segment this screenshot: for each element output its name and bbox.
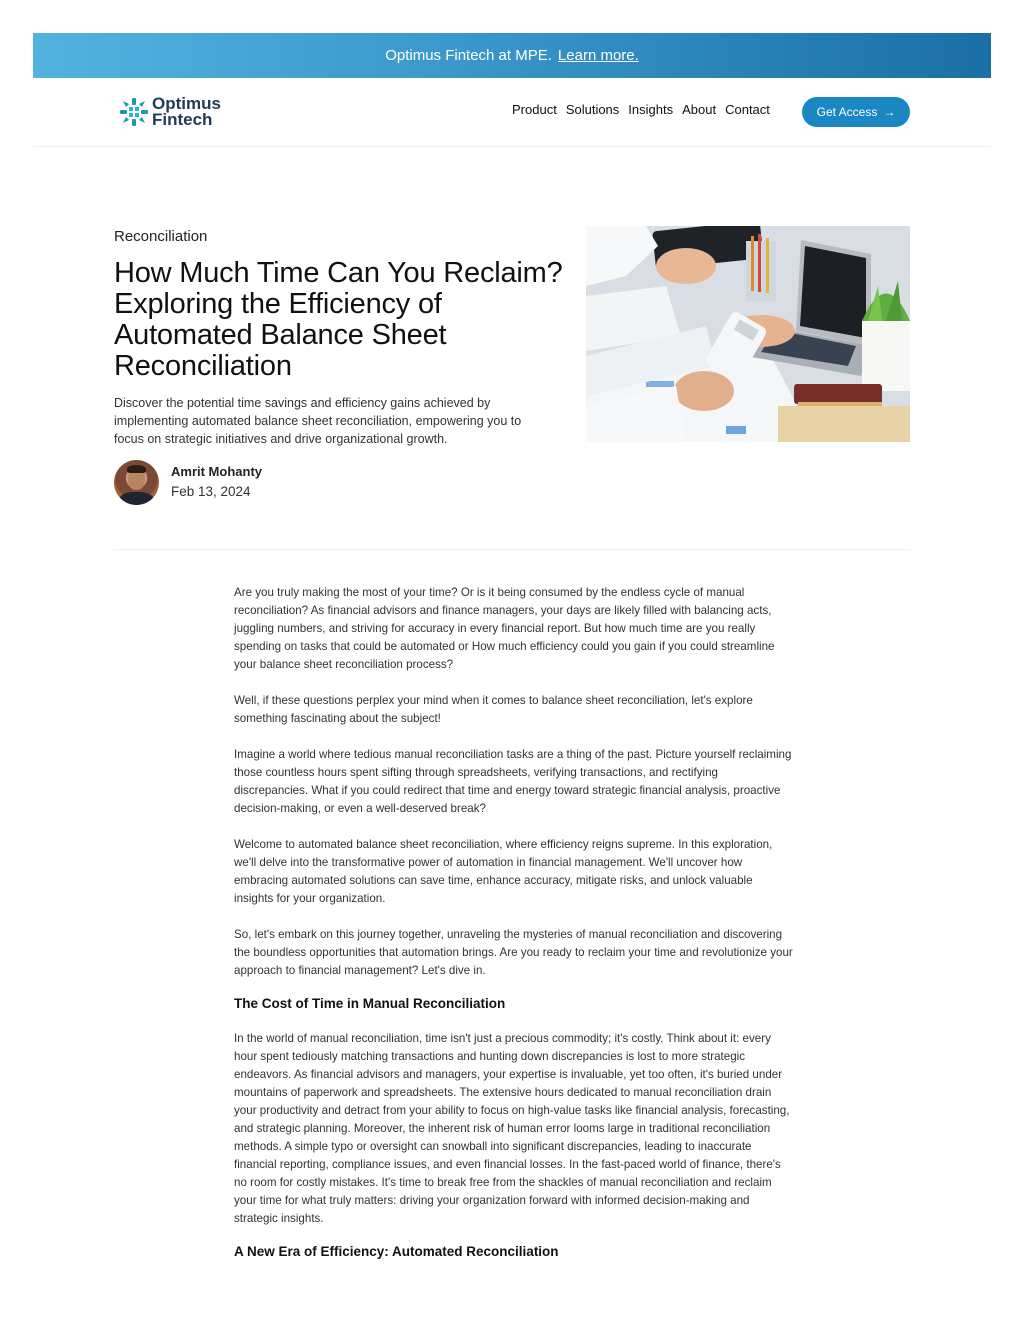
main-nav (512, 102, 770, 117)
nav-about[interactable]: About (682, 102, 717, 117)
nav-solutions[interactable]: Solutions (565, 102, 620, 117)
post-summary: Discover the potential time savings and efficiency gains achieved by implementing automated balance sheet reconciliation, empowering you to focus on strategic initiatives and drive organizational growth. (114, 396, 522, 446)
learn-more-link[interactable]: Learn more. (557, 47, 639, 64)
logo[interactable] (118, 96, 221, 128)
nav-product[interactable]: Product (512, 102, 557, 117)
article-paragraph: In the world of manual reconciliation, time isn't just a precious commodity; it's costly. Think about it: every hour spent tediously matching transactions and hunting down discrepancies is lost to more strategic endeavors. As financial advisors and managers, your expertise is invaluable, yet too often, it's buried under mountains of paperwork and spreadsheets. The extensive hours dedicated to manual reconciliation drain your productivity and detract from your ability to focus on high-value tasks like financial analysis, forecasting, and strategic planning. Moreover, the inherent risk of human error looms large in traditional reconciliation methods. A simple typo or oversight can snowball into significant discrepancies, leading to inaccurate financial reporting, compliance issues, and even financial losses. In the fast-paced world of finance, there's no room for costly mistakes. It's time to break free from the shackles of manual reconciliation and reclaim your time for what truly matters: driving your organization forward with informed decision-making and strategic insights. (234, 1032, 790, 1225)
article-paragraph: Imagine a world where tedious manual reconciliation tasks are a thing of the past. Picture yourself reclaiming those countless hours spent sifting through spreadsheets, verifying transactions, and rectifying discrepancies. What if you could redirect that time and energy toward strategic financial analysis, proactive decision-making, or even a well-deserved break? (234, 748, 792, 815)
post-category[interactable]: Reconciliation (114, 228, 208, 245)
logo-icon (118, 96, 150, 128)
article-body (234, 584, 794, 1278)
section-heading: The Cost of Time in Manual Reconciliation (234, 996, 506, 1011)
nav-insights[interactable]: Insights (628, 102, 674, 117)
article-paragraph: Well, if these questions perplex your mind when it comes to balance sheet reconciliation, let's explore something fascinating about the subject! (234, 694, 753, 725)
banner-text: Optimus Fintech at MPE. (385, 47, 552, 64)
publish-date: Feb 13, 2024 (171, 483, 251, 499)
section-heading: A New Era of Efficiency: Automated Reconciliation (234, 1244, 559, 1259)
site-header (33, 78, 991, 147)
logo-text-line1: Optimus (152, 94, 221, 113)
avatar (114, 460, 159, 505)
logo-text-line2: Fintech (152, 110, 213, 129)
get-access-label: Get Access (816, 105, 878, 119)
hero-image (586, 226, 910, 442)
page-title: How Much Time Can You Reclaim? Exploring the Efficiency of Automated Balance Sheet Reconciliation (114, 257, 563, 382)
arrow-right-icon: → (883, 105, 896, 119)
article-paragraph: Welcome to automated balance sheet reconciliation, where efficiency reigns supreme. In this exploration, we'll delve into the transformative power of automation in financial management. We'll uncover how embracing automated solutions can save time, enhance accuracy, mitigate risks, and unlock valuable insights for your organization. (234, 838, 773, 905)
author-block (114, 460, 262, 505)
office-photo-illustration (586, 226, 910, 442)
nav-contact[interactable]: Contact (725, 102, 770, 117)
article-paragraph: So, let's embark on this journey together, unraveling the mysteries of manual reconciliation and discovering the boundless opportunities that automation brings. Are you ready to reclaim your time and revolutionize your approach to financial management? Let's dive in. (234, 928, 793, 977)
article-paragraph: Are you truly making the most of your time? Or is it being consumed by the endless cycle of manual reconciliation? As financial advisors and finance managers, your days are likely filled with balancing acts, juggling numbers, and striving for accuracy in every financial report. But how much time are you really spending on tasks that could be automated or How much efficiency could you gain if you could streamline your balance sheet reconciliation process? (234, 586, 775, 671)
section-divider (114, 549, 910, 550)
get-access-button[interactable] (802, 97, 910, 127)
author-name: Amrit Mohanty (171, 463, 262, 479)
announcement-banner (33, 33, 991, 78)
